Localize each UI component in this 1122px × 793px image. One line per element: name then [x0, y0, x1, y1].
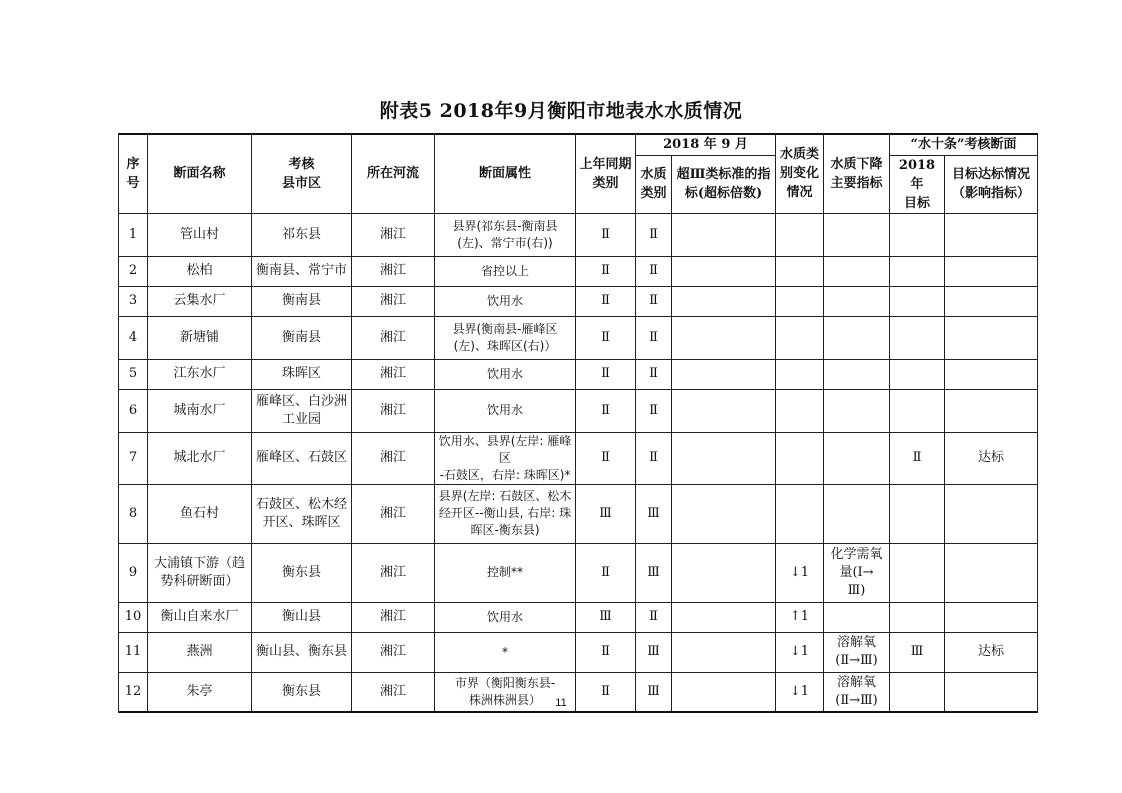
cell-section-name: 朱亭	[148, 672, 252, 712]
header-month-group: 2018 年 9 月	[636, 134, 776, 155]
cell-wq-class: Ⅱ	[636, 359, 672, 389]
cell-target	[890, 256, 945, 286]
cell-river: 湘江	[352, 484, 435, 543]
cell-attribute: *	[435, 632, 576, 672]
water-quality-table	[118, 133, 1038, 713]
header-ten-group: “水十条”考核断面	[890, 134, 1038, 155]
cell-exceed	[672, 432, 776, 484]
cell-wq-class: Ⅱ	[636, 213, 672, 256]
cell-seq: 6	[119, 389, 148, 432]
cell-river: 湘江	[352, 213, 435, 256]
cell-decline: 溶解氧 (Ⅱ→Ⅲ)	[824, 632, 890, 672]
cell-seq: 7	[119, 432, 148, 484]
header-status: 目标达标情况 （影响指标）	[945, 155, 1038, 213]
cell-section-name: 鱼石村	[148, 484, 252, 543]
cell-wq-class: Ⅲ	[636, 632, 672, 672]
table-row	[119, 286, 1038, 316]
cell-status	[945, 484, 1038, 543]
cell-river: 湘江	[352, 389, 435, 432]
cell-target	[890, 389, 945, 432]
cell-attribute: 县界(左岸: 石鼓区、松木 经开区--衡山县, 右岸: 珠 晖区-衡东县)	[435, 484, 576, 543]
cell-attribute: 饮用水、县界(左岸: 雁峰区 -石鼓区，右岸: 珠晖区)*	[435, 432, 576, 484]
page-title: 附表5 2018年9月衡阳市地表水水质情况	[379, 100, 743, 122]
cell-status	[945, 543, 1038, 602]
table-row	[119, 484, 1038, 543]
header-wq-class: 水质 类别	[636, 155, 672, 213]
cell-county: 衡南县	[252, 286, 352, 316]
header-seq: 序 号	[119, 134, 148, 213]
cell-exceed	[672, 389, 776, 432]
cell-wq-class: Ⅲ	[636, 672, 672, 712]
cell-change	[776, 389, 824, 432]
cell-section-name: 管山村	[148, 213, 252, 256]
cell-target: Ⅲ	[890, 632, 945, 672]
cell-seq: 8	[119, 484, 148, 543]
cell-last-year: Ⅱ	[576, 672, 636, 712]
cell-change	[776, 256, 824, 286]
cell-decline	[824, 316, 890, 359]
cell-county: 珠晖区	[252, 359, 352, 389]
cell-attribute: 县界(衡南县-雁峰区 (左)、珠晖区(右)）	[435, 316, 576, 359]
cell-target	[890, 213, 945, 256]
table-row	[119, 543, 1038, 602]
cell-seq: 9	[119, 543, 148, 602]
cell-exceed	[672, 213, 776, 256]
cell-attribute: 饮用水	[435, 359, 576, 389]
table-row	[119, 256, 1038, 286]
cell-wq-class: Ⅱ	[636, 286, 672, 316]
cell-status: 达标	[945, 432, 1038, 484]
cell-river: 湘江	[352, 359, 435, 389]
cell-change: ↓1	[776, 632, 824, 672]
table-row	[119, 432, 1038, 484]
cell-section-name: 松柏	[148, 256, 252, 286]
cell-seq: 10	[119, 602, 148, 632]
table-row	[119, 602, 1038, 632]
cell-county: 衡山县	[252, 602, 352, 632]
cell-county: 衡南县	[252, 316, 352, 359]
cell-river: 湘江	[352, 632, 435, 672]
cell-target	[890, 359, 945, 389]
cell-wq-class: Ⅱ	[636, 432, 672, 484]
table-row	[119, 632, 1038, 672]
cell-attribute: 饮用水	[435, 286, 576, 316]
cell-status	[945, 316, 1038, 359]
cell-status	[945, 256, 1038, 286]
cell-target	[890, 484, 945, 543]
cell-status: 达标	[945, 632, 1038, 672]
cell-exceed	[672, 359, 776, 389]
cell-decline	[824, 602, 890, 632]
table-row	[119, 213, 1038, 256]
cell-change	[776, 213, 824, 256]
cell-status	[945, 286, 1038, 316]
cell-decline	[824, 213, 890, 256]
cell-decline: 化学需氧 量(Ⅰ→ Ⅲ)	[824, 543, 890, 602]
cell-last-year: Ⅱ	[576, 359, 636, 389]
cell-attribute: 饮用水	[435, 602, 576, 632]
table-row	[119, 389, 1038, 432]
cell-exceed	[672, 256, 776, 286]
cell-change	[776, 286, 824, 316]
cell-target: Ⅱ	[890, 432, 945, 484]
cell-last-year: Ⅱ	[576, 213, 636, 256]
cell-county: 衡东县	[252, 543, 352, 602]
cell-change	[776, 432, 824, 484]
cell-change	[776, 484, 824, 543]
table-row	[119, 316, 1038, 359]
cell-seq: 4	[119, 316, 148, 359]
cell-status	[945, 213, 1038, 256]
header-change: 水质类 别变化 情况	[776, 134, 824, 213]
cell-decline	[824, 256, 890, 286]
cell-seq: 11	[119, 632, 148, 672]
cell-exceed	[672, 316, 776, 359]
cell-last-year: Ⅱ	[576, 256, 636, 286]
cell-river: 湘江	[352, 672, 435, 712]
cell-exceed	[672, 543, 776, 602]
cell-last-year: Ⅱ	[576, 316, 636, 359]
cell-section-name: 江东水厂	[148, 359, 252, 389]
cell-seq: 12	[119, 672, 148, 712]
cell-county: 雁峰区、石鼓区	[252, 432, 352, 484]
cell-river: 湘江	[352, 286, 435, 316]
cell-change: ↑1	[776, 602, 824, 632]
cell-seq: 1	[119, 213, 148, 256]
cell-target	[890, 286, 945, 316]
cell-last-year: Ⅱ	[576, 286, 636, 316]
cell-county: 祁东县	[252, 213, 352, 256]
cell-section-name: 城南水厂	[148, 389, 252, 432]
cell-exceed	[672, 286, 776, 316]
cell-change	[776, 316, 824, 359]
cell-county: 衡南县、常宁市	[252, 256, 352, 286]
cell-last-year: Ⅱ	[576, 389, 636, 432]
cell-decline: 溶解氧 (Ⅱ→Ⅲ)	[824, 672, 890, 712]
page-number: 11	[555, 697, 567, 709]
table-body	[119, 213, 1038, 712]
header-last-year: 上年同期 类别	[576, 134, 636, 213]
cell-section-name: 新塘铺	[148, 316, 252, 359]
cell-wq-class: Ⅱ	[636, 256, 672, 286]
cell-last-year: Ⅲ	[576, 484, 636, 543]
cell-river: 湘江	[352, 432, 435, 484]
cell-change: ↓1	[776, 543, 824, 602]
cell-river: 湘江	[352, 602, 435, 632]
cell-last-year: Ⅱ	[576, 543, 636, 602]
cell-section-name: 衡山自来水厂	[148, 602, 252, 632]
cell-decline	[824, 484, 890, 543]
cell-change	[776, 359, 824, 389]
cell-river: 湘江	[352, 543, 435, 602]
table-row	[119, 359, 1038, 389]
cell-river: 湘江	[352, 316, 435, 359]
header-exceed: 超Ⅲ类标准的指 标(超标倍数)	[672, 155, 776, 213]
header-section-name: 断面名称	[148, 134, 252, 213]
cell-target	[890, 543, 945, 602]
cell-decline	[824, 389, 890, 432]
cell-county: 石鼓区、松木经 开区、珠晖区	[252, 484, 352, 543]
cell-wq-class: Ⅲ	[636, 543, 672, 602]
cell-attribute: 控制**	[435, 543, 576, 602]
header-decline: 水质下降 主要指标	[824, 134, 890, 213]
cell-section-name: 大浦镇下游（趋 势科研断面）	[148, 543, 252, 602]
cell-target	[890, 316, 945, 359]
cell-decline	[824, 359, 890, 389]
cell-section-name: 城北水厂	[148, 432, 252, 484]
cell-county: 衡东县	[252, 672, 352, 712]
cell-seq: 3	[119, 286, 148, 316]
cell-decline	[824, 432, 890, 484]
cell-change: ↓1	[776, 672, 824, 712]
cell-status	[945, 359, 1038, 389]
header-attribute: 断面属性	[435, 134, 576, 213]
cell-exceed	[672, 484, 776, 543]
cell-river: 湘江	[352, 256, 435, 286]
cell-last-year: Ⅱ	[576, 432, 636, 484]
header-target: 2018 年 目标	[890, 155, 945, 213]
cell-county: 雁峰区、白沙洲 工业园	[252, 389, 352, 432]
cell-attribute: 饮用水	[435, 389, 576, 432]
cell-attribute: 市界（衡阳衡东县- 株洲株洲县）	[435, 672, 576, 712]
cell-section-name: 燕洲	[148, 632, 252, 672]
cell-exceed	[672, 632, 776, 672]
cell-section-name: 云集水厂	[148, 286, 252, 316]
cell-last-year: Ⅱ	[576, 632, 636, 672]
cell-wq-class: Ⅲ	[636, 484, 672, 543]
cell-last-year: Ⅲ	[576, 602, 636, 632]
cell-wq-class: Ⅱ	[636, 316, 672, 359]
header-river: 所在河流	[352, 134, 435, 213]
cell-seq: 5	[119, 359, 148, 389]
cell-wq-class: Ⅱ	[636, 602, 672, 632]
cell-exceed	[672, 602, 776, 632]
cell-seq: 2	[119, 256, 148, 286]
cell-county: 衡山县、衡东县	[252, 632, 352, 672]
cell-target	[890, 602, 945, 632]
header-county: 考核 县市区	[252, 134, 352, 213]
cell-decline	[824, 286, 890, 316]
cell-attribute: 省控以上	[435, 256, 576, 286]
cell-wq-class: Ⅱ	[636, 389, 672, 432]
cell-status	[945, 602, 1038, 632]
cell-status	[945, 389, 1038, 432]
cell-attribute: 县界(祁东县-衡南县 (左)、常宁市(右))	[435, 213, 576, 256]
